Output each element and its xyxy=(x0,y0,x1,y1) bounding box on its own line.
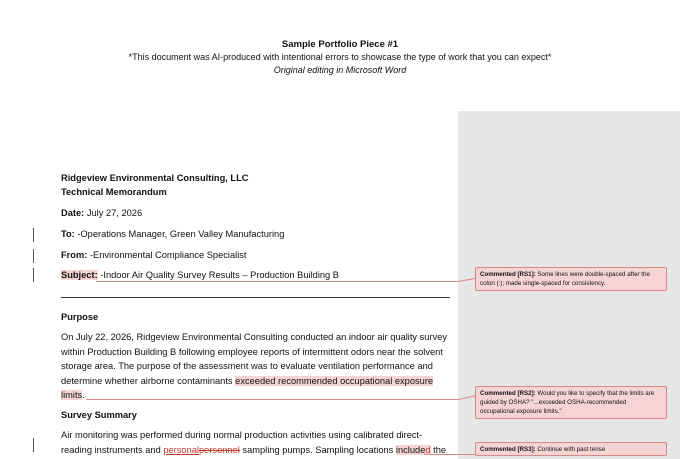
purpose-line xyxy=(61,374,433,389)
deleted-text[interactable]: personnel xyxy=(199,444,240,455)
date-line xyxy=(61,206,142,221)
survey-line: Air monitoring was performed during normal production activities using calibrated direct- xyxy=(61,430,423,440)
comment-balloon-rs3[interactable] xyxy=(475,442,667,456)
purpose-line xyxy=(61,388,85,403)
survey-text: the xyxy=(430,444,447,455)
to-value: -Operations Manager, Green Valley Manufacturing xyxy=(74,229,285,239)
comment-connector xyxy=(424,454,475,455)
purpose-line: within Production Building B following employee reports of intermittent odors near the solvent xyxy=(61,346,443,357)
comment-label: Commented [RS3]: xyxy=(480,446,536,453)
change-bar xyxy=(33,249,34,263)
comment-text: Continue with past tense xyxy=(535,446,606,453)
comment-connector xyxy=(96,281,458,282)
inserted-text[interactable]: personal xyxy=(163,444,199,455)
from-line xyxy=(61,248,247,263)
editing-note: Original editing in Microsoft Word xyxy=(273,65,407,75)
comment-label: Commented [RS2]: xyxy=(480,390,536,397)
purpose-text: determine whether airborne contaminants xyxy=(61,375,236,386)
date-label: Date: xyxy=(61,208,85,218)
change-bar xyxy=(33,268,34,282)
comment-anchor-rs3[interactable]: include xyxy=(395,444,426,455)
company-name: Ridgeview Environmental Consulting, LLC xyxy=(61,173,249,183)
horizontal-rule xyxy=(61,297,450,298)
document-title: Sample Portfolio Piece #1 xyxy=(281,39,399,50)
comment-connector xyxy=(86,399,458,400)
document-header xyxy=(0,38,680,77)
change-bar xyxy=(33,438,34,452)
purpose-heading: Purpose xyxy=(61,312,99,322)
comment-anchor-rs2[interactable]: exceeded recommended occupational exposure xyxy=(235,375,434,386)
purpose-text: . xyxy=(82,390,85,400)
to-label: To: xyxy=(61,229,75,239)
to-line xyxy=(61,227,284,242)
inserted-text[interactable]: d xyxy=(425,444,431,455)
comment-text: Would you like to specify that the limits are guided by OSHA? "...exceeded OSHA-recommended occupational exposure limits." xyxy=(480,390,655,415)
from-value: -Environmental Compliance Specialist xyxy=(87,250,247,260)
comment-anchor-rs2[interactable]: limits xyxy=(61,390,83,400)
survey-text: reading instruments and xyxy=(61,444,164,455)
comment-balloon-rs1[interactable] xyxy=(475,267,667,291)
comment-label: Commented [RS1]: xyxy=(480,271,536,278)
comment-balloon-rs2[interactable] xyxy=(475,386,667,419)
comment-text: Some lines were double-spaced after the colon (:); made single-spaced for consistency. xyxy=(480,271,650,287)
survey-line xyxy=(61,443,446,458)
purpose-line: On July 22, 2026, Ridgeview Environmental Consulting conducted an indoor air quality survey xyxy=(61,332,448,342)
document-subtitle: *This document was AI-produced with intentional errors to showcase the type of work that you can expect* xyxy=(128,52,552,62)
subject-label[interactable]: Subject: xyxy=(61,270,98,280)
purpose-line: storage area. The purpose of the assessment was to evaluate ventilation performance and xyxy=(61,361,433,371)
document-type: Technical Memorandum xyxy=(61,187,167,197)
survey-text: sampling pumps. Sampling locations xyxy=(239,444,396,455)
change-bar xyxy=(33,228,34,242)
from-label: From: xyxy=(61,250,88,260)
survey-heading: Survey Summary xyxy=(61,410,137,420)
subject-value: -Indoor Air Quality Survey Results – Production Building B xyxy=(97,270,340,280)
date-value: July 27, 2026 xyxy=(84,208,143,218)
